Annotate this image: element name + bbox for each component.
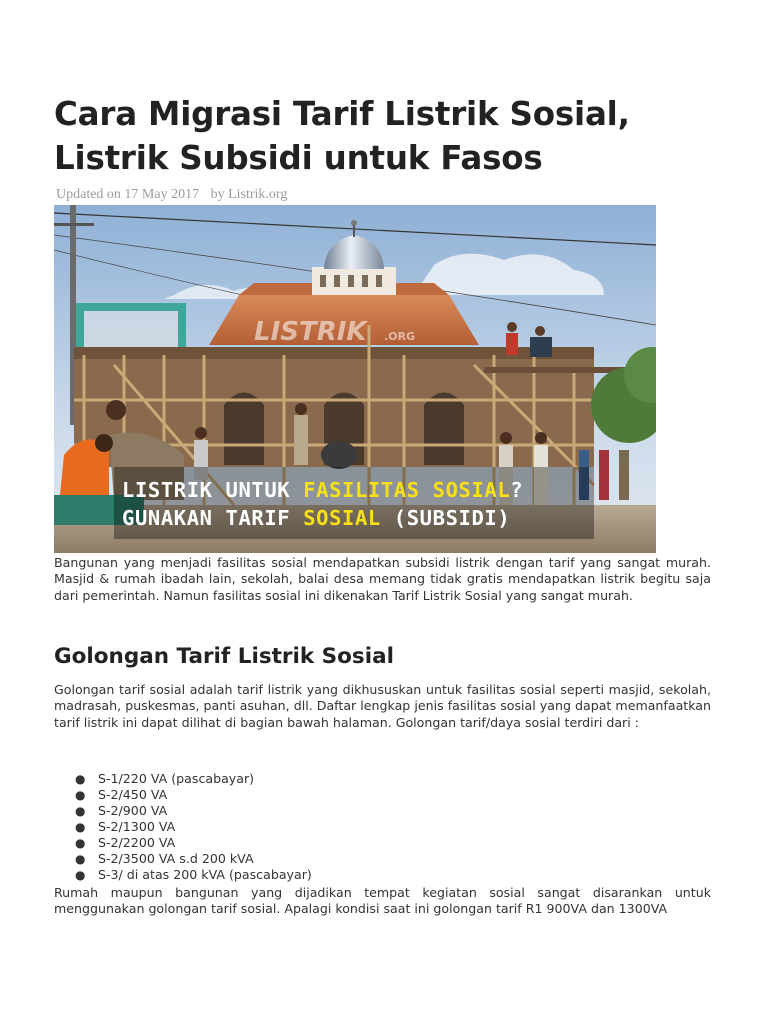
list-item	[54, 787, 312, 803]
list-item-text: S-2/450 VA	[98, 787, 168, 802]
caption-line2	[122, 506, 510, 530]
bullet-icon: ●	[75, 804, 86, 818]
list-item	[54, 835, 312, 851]
bullet-icon: ●	[75, 868, 86, 882]
caption-line1-highlight: FASILITAS SOSIAL	[303, 478, 511, 502]
list-item-text: S-1/220 VA (pascabayar)	[98, 771, 255, 786]
article-meta	[56, 187, 287, 203]
caption-line2-text: GUNAKAN TARIF	[122, 506, 304, 530]
closing-paragraph: Rumah maupun bangunan yang dijadikan tempat kegiatan sosial sangat disarankan untuk menggunakan golongan tarif sosial. Apalagi kondisi saat ini golongan tarif R1 900VA dan 1300VA	[54, 885, 711, 917]
caption-line2-end: (SUBSIDI)	[380, 506, 511, 530]
hero-image	[54, 205, 656, 553]
list-item	[54, 803, 312, 819]
list-item-text: S-2/2200 VA	[98, 835, 176, 850]
caption-line1	[122, 478, 523, 502]
list-item-text: S-3/ di atas 200 kVA (pascabayar)	[98, 867, 312, 882]
green-frame	[76, 303, 186, 311]
list-item-text: S-2/1300 VA	[98, 819, 176, 834]
author-byline[interactable]: by Listrik.org	[210, 187, 288, 202]
caption-line1-end: ?	[510, 478, 524, 502]
list-item	[54, 851, 312, 867]
watermark-org: .ORG	[384, 330, 416, 343]
list-item-text: S-2/900 VA	[98, 803, 168, 818]
article-title-line2: Listrik Subsidi untuk Fasos	[54, 139, 543, 177]
list-item	[54, 771, 312, 787]
list-item-text: S-2/3500 VA s.d 200 kVA	[98, 851, 254, 866]
bullet-icon: ●	[75, 836, 86, 850]
section-paragraph: Golongan tarif sosial adalah tarif listrik yang dikhususkan untuk fasilitas sosial seperti masjid, sekolah, madrasah, puskesmas, panti asuhan, dll. Daftar lengkap jenis fasilitas sosial yang dapat memanfaatkan tarif listrik ini dapat dilihat di bagian bawah halaman. Golongan tarif/daya sosial terdiri dari :	[54, 682, 711, 730]
tariff-list	[54, 771, 312, 883]
list-item	[54, 819, 312, 835]
caption-line1-text: LISTRIK UNTUK	[122, 478, 304, 502]
caption-line2-highlight: SOSIAL	[303, 506, 381, 530]
intro-paragraph: Bangunan yang menjadi fasilitas sosial mendapatkan subsidi listrik dengan tarif yang sangat murah. Masjid & rumah ibadah lain, sekolah, balai desa memang tidak gratis mendapatkan listrik begitu saja dari pemerintah. Namun fasilitas sosial ini dikenakan Tarif Listrik Sosial yang sangat murah.	[54, 555, 711, 603]
updated-date: Updated on 17 May 2017	[56, 187, 200, 202]
article-title-line1: Cara Migrasi Tarif Listrik Sosial,	[54, 95, 630, 133]
bullet-icon: ●	[75, 820, 86, 834]
section-heading: Golongan Tarif Listrik Sosial	[54, 644, 394, 669]
watermark-listrik: LISTRIK	[254, 317, 367, 347]
article-title	[54, 92, 734, 180]
bullet-icon: ●	[75, 852, 86, 866]
list-item	[54, 867, 312, 883]
bullet-icon: ●	[75, 788, 86, 802]
bullet-icon: ●	[75, 772, 86, 786]
